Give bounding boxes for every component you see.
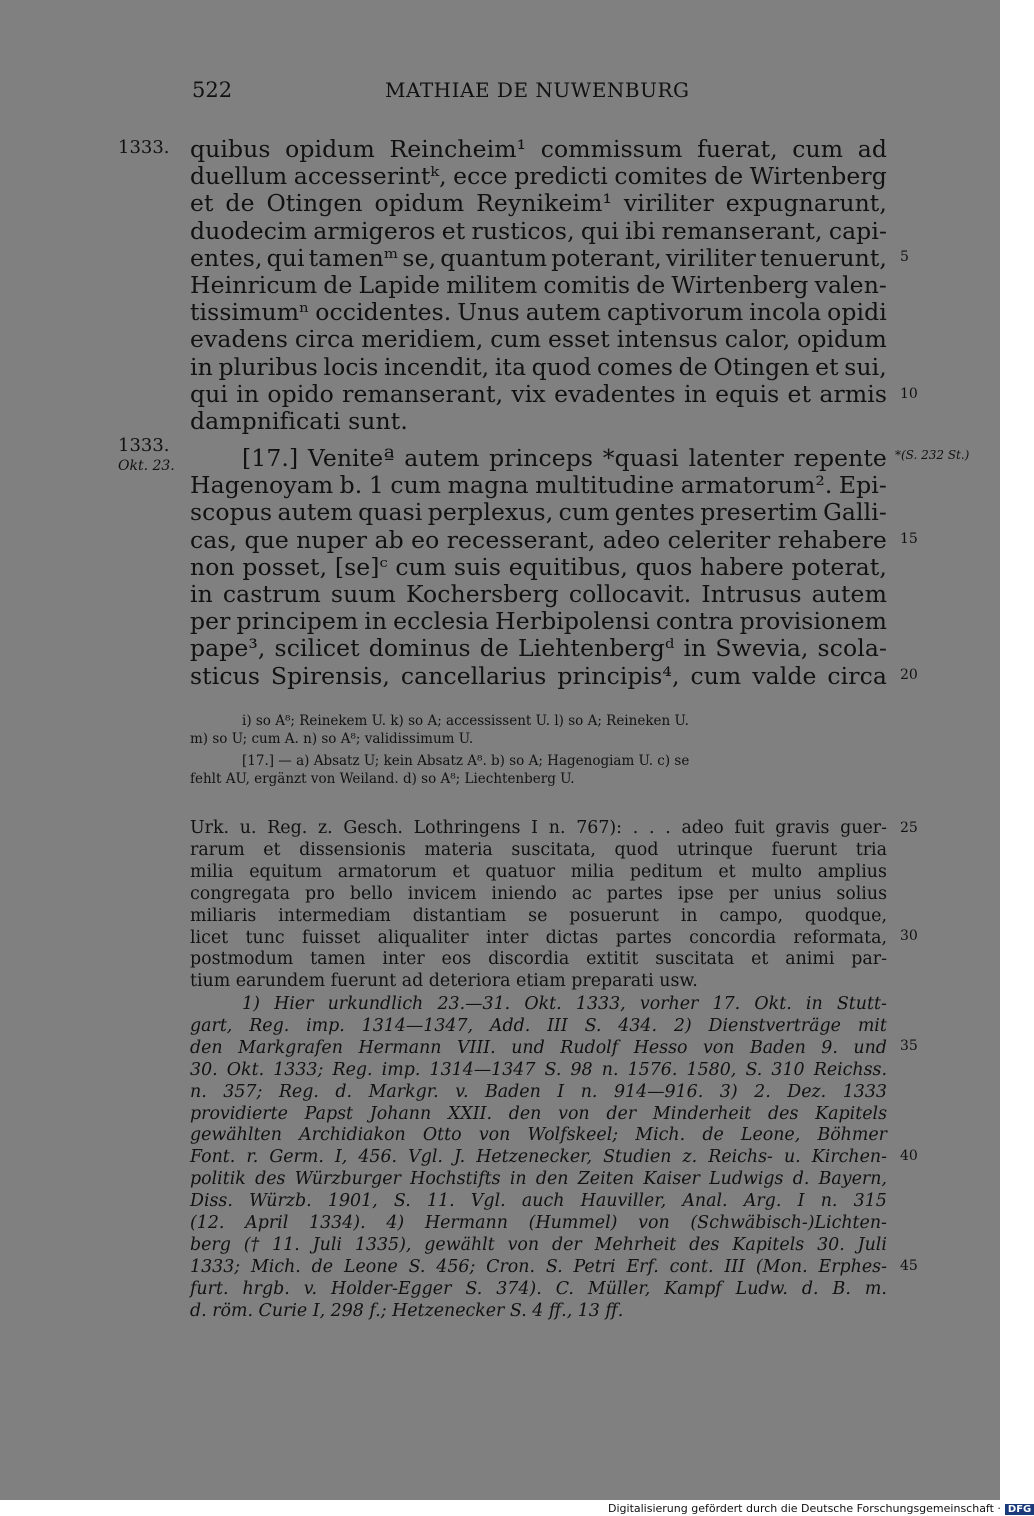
text-line: tissimumⁿ occidentes. Unus autem captivorum incola opidi (190, 298, 887, 327)
text-line: [17.] Veniteª autem princeps *quasi latenter repente (242, 444, 887, 472)
text-line: per principem in ecclesia Herbipolensi contra provisionem (190, 607, 887, 636)
footnote-line: miliaris intermediam distantiam se posuerunt in campo, quodque, (190, 905, 887, 926)
footnote-line: Urk. u. Reg. z. Gesch. Lothringens I n. 767): . . . adeo fuit gravis guer- (190, 818, 887, 838)
line-number: 40 (900, 1148, 918, 1164)
footnote-continuation (190, 818, 887, 993)
footnote-line: Font. r. Germ. I, 456. Vgl. J. Hetzenecker, Studien z. Reichs- u. Kirchen- (190, 1147, 887, 1168)
footnote-line: congregata pro bello invicem iniendo ac partes ipse per unius solius (190, 883, 887, 904)
text-line: scopus autem quasi perplexus, cum gentes presertim Galli- (190, 498, 887, 527)
apparatus-line: m) so U; cum A. n) so A⁸; validissimum U. (190, 731, 474, 747)
footnote-line: licet tunc fuisset aliqualiter inter dictas partes concordia reformata, (190, 927, 887, 948)
margin-year-1: 1333. (118, 137, 170, 158)
footnote-line: n. 357; Reg. d. Markgr. v. Baden I n. 914—916. 3) 2. Dez. 1333 (190, 1081, 887, 1102)
footnote-line: providierte Papst Johann XXII. den von der Minderheit des Kapitels (190, 1103, 887, 1124)
footnote-line: rarum et dissensionis materia suscitata, quod utrinque fuerunt tria (190, 839, 887, 860)
text-line: evadens circa meridiem, cum esset intensus calor, opidum (190, 325, 887, 354)
text-line: non posset, [se]ᶜ cum suis equitibus, quos habere poterat, (190, 552, 887, 581)
line-number: 10 (900, 386, 918, 402)
footnote-line: milia equitum armatorum et quatuor milia peditum et multo amplius (190, 861, 887, 882)
text-line: quibus opidum Reincheim¹ commissum fuerat, cum ad (190, 135, 887, 163)
footnotes (190, 994, 887, 1323)
dfg-logo: DFG (1005, 1504, 1034, 1515)
running-title: MATHIAE DE NUWENBURG (385, 78, 690, 102)
text-line: dampnificati sunt. (190, 407, 408, 436)
critical-apparatus (190, 712, 890, 788)
text-line: in castrum suum Kochersberg collocavit. Intrusus autem (190, 580, 887, 609)
margin-reference: *(S. 232 St.) (895, 448, 970, 462)
footnote-line: 30. Okt. 1333; Reg. imp. 1314—1347 S. 98 n. 1576. 1580, S. 310 Reichss. (190, 1059, 887, 1080)
text-line: in pluribus locis incendit, ita quod comes de Otingen et sui, (190, 352, 887, 381)
footnote-line: gewählten Archidiakon Otto von Wolfskeel; Mich. de Leone, Böhmer (190, 1125, 887, 1146)
text-line: duellum accesserintᵏ, ecce predicti comites de Wirtenberg (190, 162, 887, 191)
apparatus-line: i) so A⁸; Reinekem U. k) so A; accessissent U. l) so A; Reineken U. (242, 713, 689, 729)
line-number: 25 (900, 820, 918, 836)
text-line: pape³, scilicet dominus de Liehtenbergᵈ in Swevia, scola- (190, 634, 887, 663)
page-number: 522 (192, 78, 233, 102)
footnote-line: Diss. Würzb. 1901, S. 11. Vgl. auch Hauviller, Anal. Arg. I n. 315 (190, 1191, 887, 1212)
credit-text: Digitalisierung gefördert durch die Deutsche Forschungsgemeinschaft · (608, 1502, 1001, 1515)
footnote-line: tium earundem fuerunt ad deteriora etiam preparati usw. (190, 971, 698, 992)
text-line: duodecim armigeros et rusticos, qui ibi remanserant, capi- (190, 216, 887, 245)
apparatus-line: [17.] — a) Absatz U; kein Absatz A⁸. b) so A; Hagenogiam U. c) se (242, 753, 690, 769)
line-number: 45 (900, 1258, 918, 1274)
apparatus-line: fehlt AU, ergänzt von Weiland. d) so A⁸; Liechtenberg U. (190, 771, 575, 787)
footnote-line: berg († 11. Juli 1335), gewählt von der Mehrheit des Kapitels 30. Juli (190, 1234, 887, 1255)
line-number: 30 (900, 928, 918, 944)
text-line: qui in opido remanserant, vix evadentes in equis et armis (190, 379, 887, 408)
page-header (0, 78, 1000, 108)
text-line: Heinricum de Lapide militem comitis de Wirtenberg valen- (190, 271, 887, 300)
footnote-line: furt. hrgb. v. Holder-Egger S. 374). C. Müller, Kampf Ludw. d. B. m. (190, 1278, 887, 1299)
footnote-line: den Markgrafen Hermann VIII. und Rudolf Hesso von Baden 9. und (190, 1037, 887, 1058)
line-number: 35 (900, 1038, 918, 1054)
margin-year-2: 1333. Okt. 23. (118, 435, 175, 474)
main-text-paragraph-1 (190, 136, 887, 435)
text-line: et de Otingen opidum Reynikeim¹ viriliter expugnarunt, (190, 189, 887, 218)
text-line: sticus Spirensis, cancellarius principis⁴, cum valde circa (190, 661, 887, 690)
text-line: entes, qui tamenᵐ se, quantum poterant, viriliter tenuerunt, (190, 243, 887, 272)
digitization-credit (608, 1502, 1034, 1515)
footnote-line: (12. April 1334). 4) Hermann (Hummel) von (Schwäbisch-)Lichten- (190, 1213, 887, 1234)
text-line: cas, que nuper ab eo recesserant, adeo celeriter rehabere (190, 525, 887, 554)
footnote-line: politik des Würzburger Hochstifts in den Zeiten Kaiser Ludwigs d. Bayern, (190, 1169, 887, 1190)
footnote-line: 1) Hier urkundlich 23.—31. Okt. 1333, vorher 17. Okt. in Stutt- (242, 994, 887, 1014)
footnote-line: gart, Reg. imp. 1314—1347, Add. III S. 434. 2) Dienstverträge mit (190, 1015, 887, 1036)
main-text-paragraph-2 (190, 445, 887, 690)
line-number: 5 (900, 249, 909, 265)
footnote-line: d. röm. Curie I, 298 f.; Hetzenecker S. 4 ff., 13 ff. (190, 1300, 624, 1321)
margin-date: Okt. 23. (118, 458, 175, 474)
line-number: 15 (900, 531, 918, 547)
footnote-line: postmodum tamen inter eos discordia extitit suscitata et animi par- (190, 949, 887, 970)
footnote-line: 1333; Mich. de Leone S. 456; Cron. S. Petri Erf. cont. III (Mon. Erphes- (190, 1256, 887, 1277)
text-line: Hagenoyam b. 1 cum magna multitudine armatorum². Epi- (190, 471, 887, 500)
line-number: 20 (900, 667, 918, 683)
